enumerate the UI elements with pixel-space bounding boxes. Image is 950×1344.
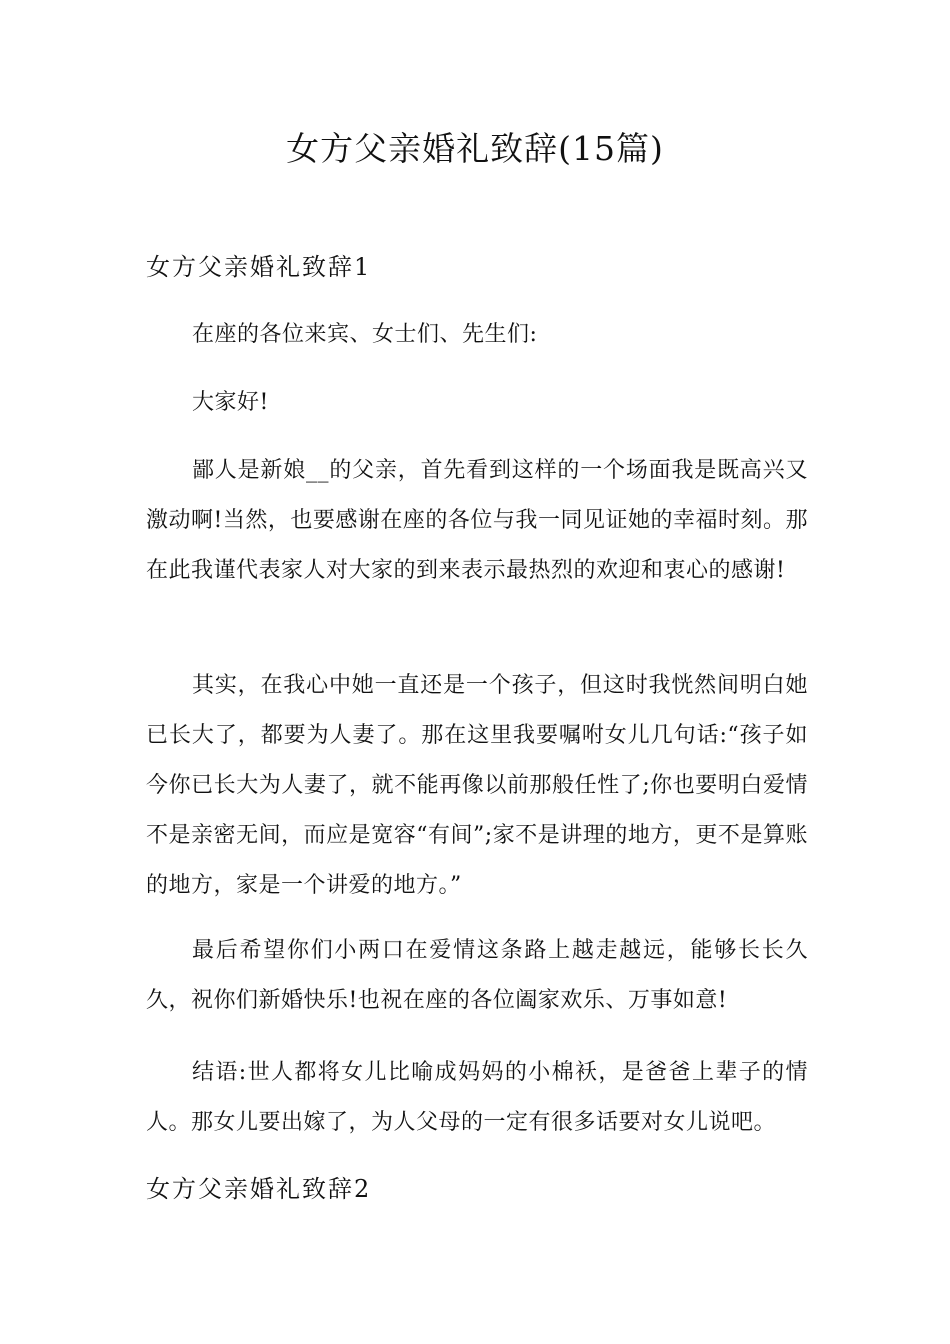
section-heading-1: 女方父亲婚礼致辞1 xyxy=(146,253,372,281)
paragraph-wishes: 最后希望你们小两口在爱情这条路上越走越远，能够长长久久，祝你们新婚快乐!也祝在座的各位阖家欢乐、万事如意! xyxy=(146,938,808,1013)
paragraph-conclusion: 结语:世人都将女儿比喻成妈妈的小棉袄，是爸爸上辈子的情人。那女儿要出嫁了，为人父母的一定有很多话要对女儿说吧。 xyxy=(146,1060,808,1135)
document-title: 女方父亲婚礼致辞(15篇) xyxy=(286,129,664,168)
paragraph-greeting: 大家好! xyxy=(192,390,269,415)
paragraph-advice: 其实，在我心中她一直还是一个孩子，但这时我恍然间明白她已长大了，都要为人妻了。那在这里我要嘱咐女儿几句话:“孩子如今你已长大为人妻了，就不能再像以前那般任性了;你也要明白爱情不是亲密无间，而应是宽容“有间”;家不是讲理的地方，更不是算账的地方，家是一个讲爱的地方。” xyxy=(146,673,808,898)
paragraph-introduction: 鄙人是新娘__的父亲，首先看到这样的一个场面我是既高兴又激动啊!当然，也要感谢在座的各位与我一同见证她的幸福时刻。那在此我谨代表家人对大家的到来表示最热烈的欢迎和衷心的感谢! xyxy=(146,458,808,583)
section-heading-2: 女方父亲婚礼致辞2 xyxy=(146,1175,372,1203)
paragraph-salutation: 在座的各位来宾、女士们、先生们: xyxy=(192,322,538,347)
